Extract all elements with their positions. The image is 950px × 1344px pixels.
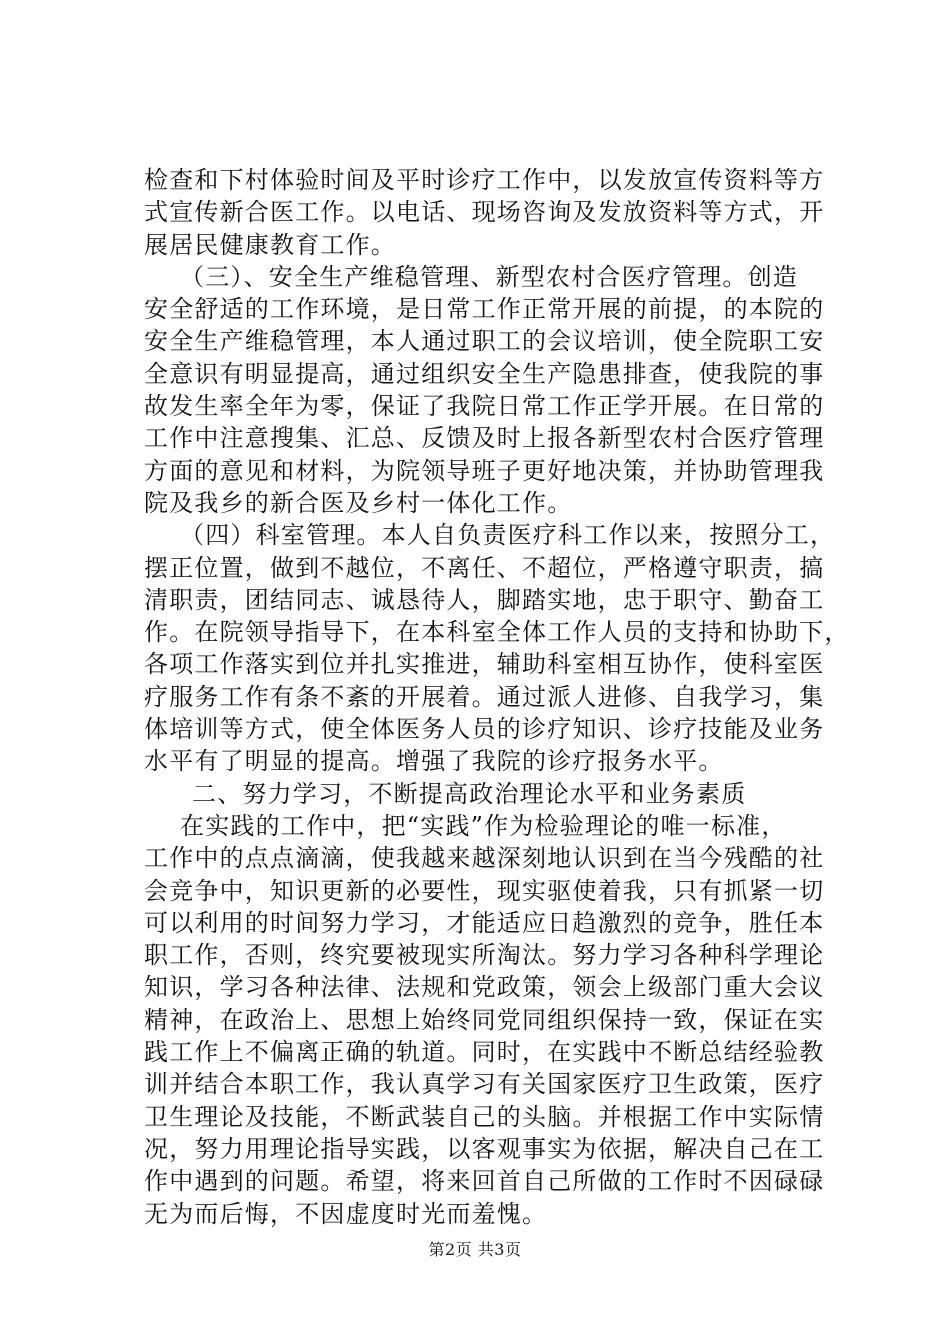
text-line: 疗服务工作有条不紊的开展着。通过派人进修、自我学习，集 [144, 682, 825, 711]
text-line: 作。在院领导指导下，在本科室全体工作人员的支持和协助下， [144, 618, 850, 647]
text-line: 卫生理论及技能，不断武装自己的头脑。并根据工作中实际情 [144, 1102, 825, 1131]
text-line: 知识，学习各种法律、法规和党政策，领会上级部门重大会议 [144, 973, 825, 1002]
text-line: 职工作，否则，终究要被现实所淘汰。努力学习各种科学理论 [144, 941, 825, 970]
text-line: 检查和下村体验时间及平时诊疗工作中，以发放宣传资料等方 [144, 166, 825, 194]
text-line: 训并结合本职工作，我认真学习有关国家医疗卫生政策，医疗 [144, 1070, 825, 1099]
text-line: 安全生产维稳管理，本人通过职工的会议培训，使全院职工安 [144, 327, 825, 356]
text-line: 作中遇到的问题。希望，将来回首自己所做的工作时不因碌碌 [144, 1167, 825, 1196]
text-line: 水平有了明显的提高。增强了我院的诊疗报务水平。 [144, 747, 724, 776]
text-line: 式宣传新合医工作。以电话、现场咨询及发放资料等方式，开 [144, 198, 825, 227]
text-line: 方面的意见和材料，为院领导班子更好地决策，并协助管理我 [144, 456, 825, 485]
text-line: 精神，在政治上、思想上始终同党同组织保持一致，保证在实 [144, 1005, 825, 1034]
text-line: 清职责，团结同志、诚恳待人，脚踏实地，忠于职守、勤奋工 [144, 585, 825, 614]
text-line: 工作中的点点滴滴，使我越来越深刻地认识到在当今残酷的社 [144, 844, 825, 873]
page-footer: 第2页 共3页 [428, 1240, 522, 1259]
text-line: 会竞争中，知识更新的必要性，现实驱使着我，只有抓紧一切 [144, 876, 825, 905]
text-line: 况，努力用理论指导实践，以客观事实为依据，解决自己在工 [144, 1134, 825, 1163]
paragraph-start-line: 在实践的工作中，把“实践”作为检验理论的唯一标准， [180, 811, 787, 840]
section-heading: 二、努力学习，不断提高政治理论水平和业务素质 [192, 779, 747, 808]
text-line: 安全舒适的工作环境，是日常工作正常开展的前提，的本院的 [144, 295, 825, 324]
text-line: 体培训等方式，使全体医务人员的诊疗知识、诊疗技能及业务 [144, 715, 825, 744]
text-line: 摆正位置，做到不越位，不离任、不超位，严格遵守职责，搞 [144, 553, 825, 582]
text-line: 故发生率全年为零，保证了我院日常工作正学开展。在日常的 [144, 392, 825, 421]
text-line: 践工作上不偏离正确的轨道。同时，在实践中不断总结经验教 [144, 1038, 825, 1067]
text-line: 可以利用的时间努力学习，才能适应日趋激烈的竞争，胜任本 [144, 908, 825, 937]
text-line: 全意识有明显提高，通过组织安全生产隐患排查，使我院的事 [144, 359, 825, 388]
text-line: 展居民健康教育工作。 [144, 230, 396, 259]
paragraph-start-line: （三）、安全生产维稳管理、新型农村合医疗管理。创造 [180, 262, 798, 291]
text-line: 无为而后悔，不因虚度时光而羞愧。 [144, 1199, 548, 1228]
document-body [144, 164, 850, 1230]
text-line: 工作中注意搜集、汇总、反馈及时上报各新型农村合医疗管理 [144, 424, 825, 453]
paragraph-start-line: （四）科室管理。本人自负责医疗科工作以来，按照分工， [180, 521, 836, 550]
text-line: 院及我乡的新合医及乡村一体化工作。 [144, 488, 573, 517]
text-line: 各项工作落实到位并扎实推进，辅助科室相互协作，使科室医 [144, 650, 825, 679]
